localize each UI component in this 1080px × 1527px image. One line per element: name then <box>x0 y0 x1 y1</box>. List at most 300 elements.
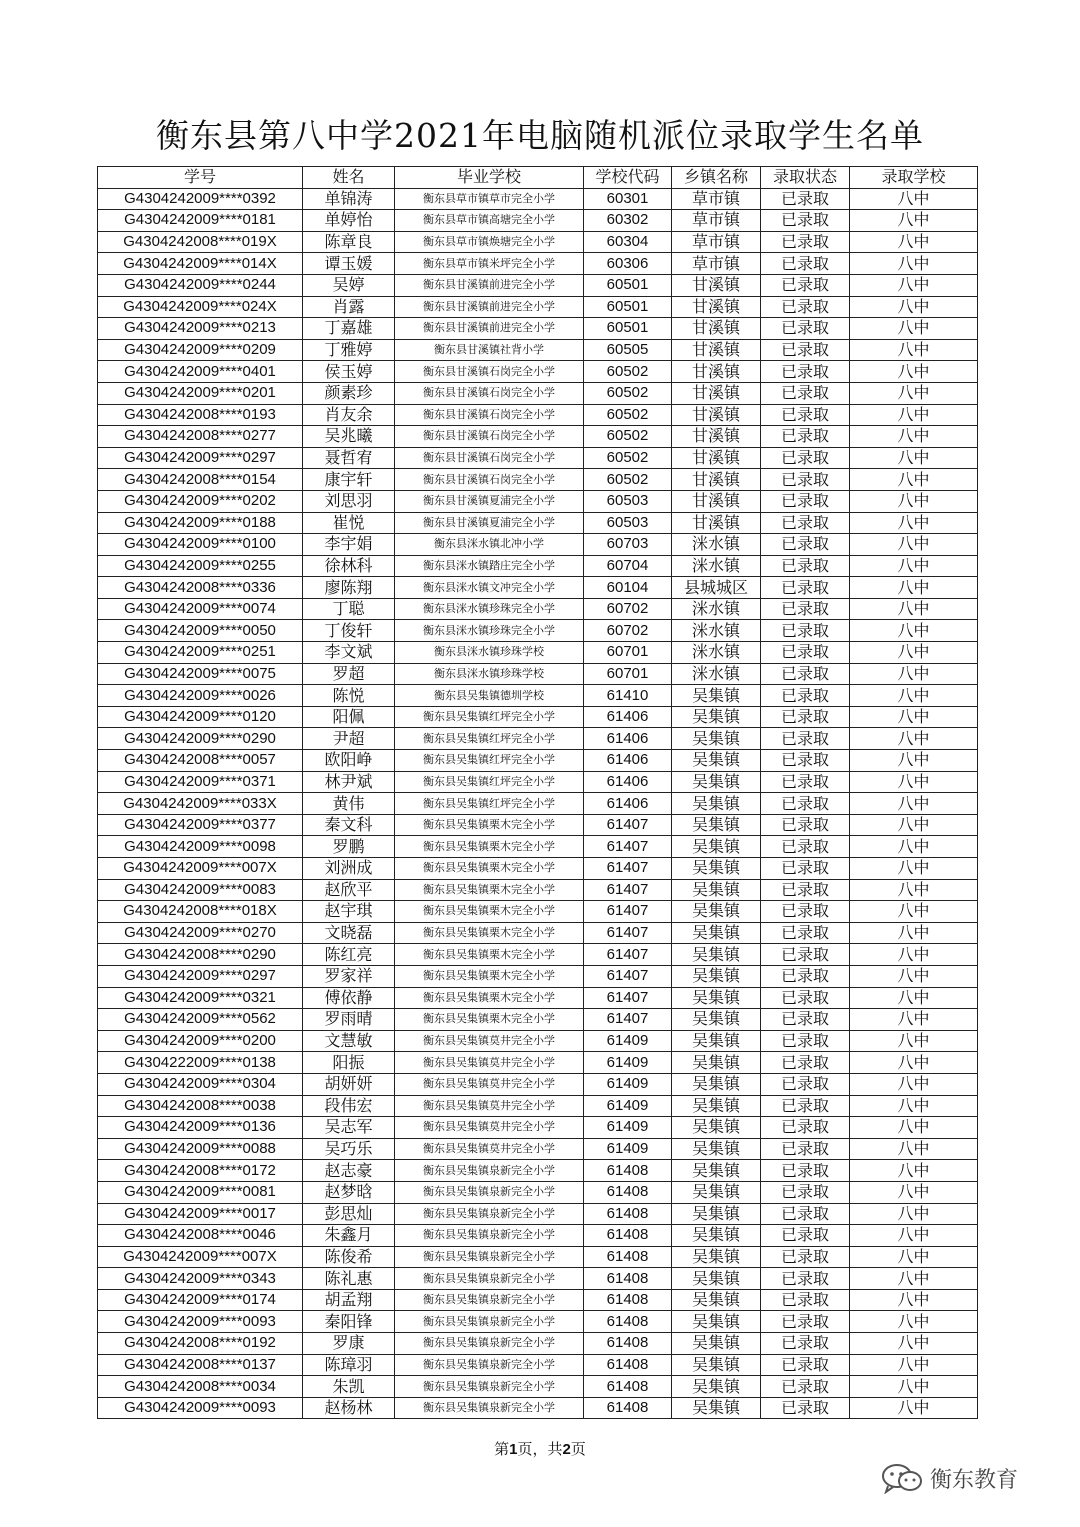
admitted-school-cell: 八中 <box>850 1333 978 1355</box>
watermark <box>880 1462 1018 1494</box>
table-row <box>98 555 978 577</box>
admitted-school-cell: 八中 <box>850 1225 978 1247</box>
student-name-cell: 朱鑫月 <box>303 1225 395 1247</box>
school-code-cell: 61406 <box>584 706 672 728</box>
student-name-cell: 丁俊轩 <box>303 620 395 642</box>
admission-status-cell: 已录取 <box>761 879 850 901</box>
student-id-cell: G4304242009****0377 <box>98 814 303 836</box>
admission-status-cell: 已录取 <box>761 793 850 815</box>
school-code-cell: 61408 <box>584 1397 672 1419</box>
student-name-cell: 陈俊希 <box>303 1246 395 1268</box>
table-row <box>98 642 978 664</box>
admission-status-cell: 已录取 <box>761 728 850 750</box>
school-code-cell: 61408 <box>584 1203 672 1225</box>
student-name-cell: 段伟宏 <box>303 1095 395 1117</box>
student-id-cell: G4304242009****033X <box>98 793 303 815</box>
graduated-school-cell: 衡东县吴集镇泉新完全小学 <box>395 1289 584 1311</box>
student-name-cell: 阳振 <box>303 1052 395 1074</box>
student-id-cell: G4304242009****0401 <box>98 361 303 383</box>
graduated-school-cell: 衡东县吴集镇栗木完全小学 <box>395 836 584 858</box>
graduated-school-cell: 衡东县吴集镇泉新完全小学 <box>395 1203 584 1225</box>
admitted-school-cell: 八中 <box>850 1397 978 1419</box>
school-code-cell: 60701 <box>584 642 672 664</box>
student-id-cell: G4304242009****007X <box>98 858 303 880</box>
student-name-cell: 徐林科 <box>303 555 395 577</box>
admission-status-cell: 已录取 <box>761 1268 850 1290</box>
admission-status-cell: 已录取 <box>761 1246 850 1268</box>
column-header: 毕业学校 <box>395 167 584 189</box>
school-code-cell: 61409 <box>584 1138 672 1160</box>
admission-status-cell: 已录取 <box>761 598 850 620</box>
admission-status-cell: 已录取 <box>761 318 850 340</box>
school-code-cell: 60104 <box>584 577 672 599</box>
table-row <box>98 318 978 340</box>
student-id-cell: G4304242008****0336 <box>98 577 303 599</box>
table-row <box>98 296 978 318</box>
graduated-school-cell: 衡东县吴集镇红坪完全小学 <box>395 750 584 772</box>
student-name-cell: 胡妍妍 <box>303 1073 395 1095</box>
graduated-school-cell: 衡东县吴集镇泉新完全小学 <box>395 1311 584 1333</box>
page-title: 衡东县第八中学2021年电脑随机派位录取学生名单 <box>156 116 924 155</box>
student-name-cell: 刘洲成 <box>303 858 395 880</box>
table-row <box>98 1397 978 1419</box>
graduated-school-cell: 衡东县吴集镇栗木完全小学 <box>395 901 584 923</box>
graduated-school-cell: 衡东县草市镇草市完全小学 <box>395 188 584 210</box>
township-cell: 草市镇 <box>672 253 761 275</box>
student-id-cell: G4304242009****0174 <box>98 1289 303 1311</box>
township-cell: 甘溪镇 <box>672 404 761 426</box>
table-row <box>98 512 978 534</box>
student-name-cell: 尹超 <box>303 728 395 750</box>
table-row <box>98 1311 978 1333</box>
student-id-cell: G4304242008****0137 <box>98 1354 303 1376</box>
student-id-cell: G4304242008****0057 <box>98 750 303 772</box>
student-name-cell: 林尹斌 <box>303 771 395 793</box>
township-cell: 甘溪镇 <box>672 426 761 448</box>
student-id-cell: G4304242009****0093 <box>98 1311 303 1333</box>
admitted-school-cell: 八中 <box>850 814 978 836</box>
school-code-cell: 61409 <box>584 1095 672 1117</box>
student-name-cell: 赵欣平 <box>303 879 395 901</box>
table-body <box>98 188 978 1419</box>
graduated-school-cell: 衡东县甘溪镇前进完全小学 <box>395 318 584 340</box>
student-id-cell: G4304242009****0017 <box>98 1203 303 1225</box>
admitted-school-cell: 八中 <box>850 685 978 707</box>
township-cell: 吴集镇 <box>672 771 761 793</box>
student-name-cell: 谭玉媛 <box>303 253 395 275</box>
admission-status-cell: 已录取 <box>761 1160 850 1182</box>
school-code-cell: 61408 <box>584 1268 672 1290</box>
student-id-cell: G4304242009****0213 <box>98 318 303 340</box>
graduated-school-cell: 衡东县吴集镇栗木完全小学 <box>395 879 584 901</box>
school-code-cell: 61408 <box>584 1333 672 1355</box>
school-code-cell: 60703 <box>584 534 672 556</box>
student-name-cell: 崔悦 <box>303 512 395 534</box>
admitted-school-cell: 八中 <box>850 188 978 210</box>
school-code-cell: 61407 <box>584 836 672 858</box>
township-cell: 吴集镇 <box>672 1203 761 1225</box>
graduated-school-cell: 衡东县草市镇米坪完全小学 <box>395 253 584 275</box>
table-row <box>98 750 978 772</box>
admission-status-cell: 已录取 <box>761 858 850 880</box>
admitted-school-cell: 八中 <box>850 490 978 512</box>
school-code-cell: 60501 <box>584 318 672 340</box>
township-cell: 甘溪镇 <box>672 490 761 512</box>
school-code-cell: 60503 <box>584 490 672 512</box>
student-id-cell: G4304242009****0255 <box>98 555 303 577</box>
student-name-cell: 阳佩 <box>303 706 395 728</box>
township-cell: 吴集镇 <box>672 750 761 772</box>
student-name-cell: 肖友余 <box>303 404 395 426</box>
student-name-cell: 陈红亮 <box>303 944 395 966</box>
admission-status-cell: 已录取 <box>761 577 850 599</box>
admitted-school-cell: 八中 <box>850 706 978 728</box>
township-cell: 甘溪镇 <box>672 361 761 383</box>
township-cell: 吴集镇 <box>672 1376 761 1398</box>
township-cell: 甘溪镇 <box>672 447 761 469</box>
township-cell: 吴集镇 <box>672 728 761 750</box>
table-row <box>98 1030 978 1052</box>
graduated-school-cell: 衡东县吴集镇红坪完全小学 <box>395 728 584 750</box>
table-row <box>98 1268 978 1290</box>
graduated-school-cell: 衡东县吴集镇德圳学校 <box>395 685 584 707</box>
township-cell: 草市镇 <box>672 188 761 210</box>
student-name-cell: 赵志豪 <box>303 1160 395 1182</box>
school-code-cell: 60304 <box>584 231 672 253</box>
admitted-school-cell: 八中 <box>850 1268 978 1290</box>
student-name-cell: 丁聪 <box>303 598 395 620</box>
table-row <box>98 1052 978 1074</box>
admission-status-cell: 已录取 <box>761 1117 850 1139</box>
student-id-cell: G4304242009****0188 <box>98 512 303 534</box>
table-row <box>98 685 978 707</box>
school-code-cell: 61407 <box>584 922 672 944</box>
student-name-cell: 单婷怡 <box>303 210 395 232</box>
admitted-school-cell: 八中 <box>850 750 978 772</box>
school-code-cell: 61409 <box>584 1030 672 1052</box>
admission-status-cell: 已录取 <box>761 706 850 728</box>
graduated-school-cell: 衡东县甘溪镇石岗完全小学 <box>395 447 584 469</box>
township-cell: 吴集镇 <box>672 814 761 836</box>
graduated-school-cell: 衡东县吴集镇泉新完全小学 <box>395 1333 584 1355</box>
school-code-cell: 61409 <box>584 1117 672 1139</box>
school-code-cell: 60502 <box>584 469 672 491</box>
table-row <box>98 922 978 944</box>
student-name-cell: 陈礼惠 <box>303 1268 395 1290</box>
graduated-school-cell: 衡东县甘溪镇石岗完全小学 <box>395 404 584 426</box>
admitted-school-cell: 八中 <box>850 663 978 685</box>
student-id-cell: G4304242009****0201 <box>98 382 303 404</box>
graduated-school-cell: 衡东县吴集镇泉新完全小学 <box>395 1354 584 1376</box>
student-name-cell: 罗超 <box>303 663 395 685</box>
student-name-cell: 罗鹏 <box>303 836 395 858</box>
admission-status-cell: 已录取 <box>761 188 850 210</box>
student-id-cell: G4304242008****0290 <box>98 944 303 966</box>
table-row <box>98 1009 978 1031</box>
admitted-school-cell: 八中 <box>850 771 978 793</box>
school-code-cell: 61409 <box>584 1073 672 1095</box>
table-row <box>98 1095 978 1117</box>
table-row <box>98 814 978 836</box>
student-name-cell: 秦阳锋 <box>303 1311 395 1333</box>
admitted-school-cell: 八中 <box>850 1030 978 1052</box>
student-id-cell: G4304242009****0098 <box>98 836 303 858</box>
school-code-cell: 61407 <box>584 987 672 1009</box>
township-cell: 吴集镇 <box>672 1117 761 1139</box>
admission-status-cell: 已录取 <box>761 1073 850 1095</box>
student-name-cell: 丁嘉雄 <box>303 318 395 340</box>
township-cell: 吴集镇 <box>672 706 761 728</box>
admission-status-cell: 已录取 <box>761 1225 850 1247</box>
township-cell: 吴集镇 <box>672 793 761 815</box>
graduated-school-cell: 衡东县洣水镇珍珠学校 <box>395 642 584 664</box>
table-row <box>98 188 978 210</box>
graduated-school-cell: 衡东县甘溪镇石岗完全小学 <box>395 361 584 383</box>
student-name-cell: 丁雅婷 <box>303 339 395 361</box>
student-name-cell: 赵宇琪 <box>303 901 395 923</box>
graduated-school-cell: 衡东县吴集镇栗木完全小学 <box>395 944 584 966</box>
student-id-cell: G4304242009****0026 <box>98 685 303 707</box>
school-code-cell: 61408 <box>584 1246 672 1268</box>
wechat-official-account-icon <box>880 1462 924 1494</box>
township-cell: 吴集镇 <box>672 1333 761 1355</box>
table-row <box>98 1225 978 1247</box>
graduated-school-cell: 衡东县吴集镇莫井完全小学 <box>395 1095 584 1117</box>
township-cell: 吴集镇 <box>672 1030 761 1052</box>
admitted-school-cell: 八中 <box>850 426 978 448</box>
admitted-school-cell: 八中 <box>850 1095 978 1117</box>
total-page-count: 2 <box>562 1441 571 1458</box>
admitted-school-cell: 八中 <box>850 728 978 750</box>
admitted-school-cell: 八中 <box>850 231 978 253</box>
school-code-cell: 61407 <box>584 944 672 966</box>
admission-status-cell: 已录取 <box>761 987 850 1009</box>
school-code-cell: 60502 <box>584 447 672 469</box>
student-id-cell: G4304242008****0277 <box>98 426 303 448</box>
student-id-cell: G4304242009****007X <box>98 1246 303 1268</box>
admission-status-cell: 已录取 <box>761 944 850 966</box>
table-row <box>98 274 978 296</box>
admitted-school-cell: 八中 <box>850 534 978 556</box>
admitted-school-cell: 八中 <box>850 1009 978 1031</box>
table-row <box>98 1289 978 1311</box>
table-row <box>98 858 978 880</box>
student-name-cell: 秦文科 <box>303 814 395 836</box>
township-cell: 甘溪镇 <box>672 382 761 404</box>
table-row <box>98 490 978 512</box>
township-cell: 吴集镇 <box>672 858 761 880</box>
student-id-cell: G4304242008****018X <box>98 901 303 923</box>
admission-status-cell: 已录取 <box>761 1052 850 1074</box>
student-name-cell: 侯玉婷 <box>303 361 395 383</box>
graduated-school-cell: 衡东县甘溪镇石岗完全小学 <box>395 469 584 491</box>
admission-status-cell: 已录取 <box>761 210 850 232</box>
column-header: 学校代码 <box>584 167 672 189</box>
school-code-cell: 61407 <box>584 879 672 901</box>
table-row <box>98 231 978 253</box>
graduated-school-cell: 衡东县吴集镇莫井完全小学 <box>395 1030 584 1052</box>
township-cell: 吴集镇 <box>672 879 761 901</box>
table-row <box>98 339 978 361</box>
admitted-school-cell: 八中 <box>850 253 978 275</box>
school-code-cell: 60505 <box>584 339 672 361</box>
student-id-cell: G4304242009****0083 <box>98 879 303 901</box>
admitted-school-cell: 八中 <box>850 793 978 815</box>
table-row <box>98 1354 978 1376</box>
student-name-cell: 文慧敏 <box>303 1030 395 1052</box>
admitted-school-cell: 八中 <box>850 1354 978 1376</box>
school-code-cell: 60301 <box>584 188 672 210</box>
school-code-cell: 61406 <box>584 750 672 772</box>
student-name-cell: 胡孟翔 <box>303 1289 395 1311</box>
admitted-school-cell: 八中 <box>850 642 978 664</box>
graduated-school-cell: 衡东县洣水镇文冲完全小学 <box>395 577 584 599</box>
school-code-cell: 61406 <box>584 771 672 793</box>
township-cell: 甘溪镇 <box>672 512 761 534</box>
graduated-school-cell: 衡东县甘溪镇社背小学 <box>395 339 584 361</box>
student-name-cell: 彭思灿 <box>303 1203 395 1225</box>
township-cell: 洣水镇 <box>672 620 761 642</box>
table-row <box>98 836 978 858</box>
table-row <box>98 426 978 448</box>
table-row <box>98 793 978 815</box>
township-cell: 吴集镇 <box>672 987 761 1009</box>
table-row <box>98 728 978 750</box>
graduated-school-cell: 衡东县洣水镇珍珠完全小学 <box>395 620 584 642</box>
admission-status-cell: 已录取 <box>761 274 850 296</box>
admitted-school-cell: 八中 <box>850 447 978 469</box>
admission-status-cell: 已录取 <box>761 404 850 426</box>
student-name-cell: 陈章良 <box>303 231 395 253</box>
student-id-cell: G4304242009****0050 <box>98 620 303 642</box>
page-footer <box>0 1438 1080 1459</box>
admission-status-cell: 已录取 <box>761 685 850 707</box>
table-row <box>98 447 978 469</box>
admitted-school-cell: 八中 <box>850 1181 978 1203</box>
admitted-school-cell: 八中 <box>850 1246 978 1268</box>
table-row <box>98 965 978 987</box>
graduated-school-cell: 衡东县甘溪镇石岗完全小学 <box>395 426 584 448</box>
township-cell: 甘溪镇 <box>672 469 761 491</box>
student-id-cell: G4304242009****0209 <box>98 339 303 361</box>
admission-status-cell: 已录取 <box>761 1203 850 1225</box>
admitted-school-cell: 八中 <box>850 339 978 361</box>
admission-status-cell: 已录取 <box>761 1354 850 1376</box>
table-row <box>98 1160 978 1182</box>
school-code-cell: 61408 <box>584 1160 672 1182</box>
footer-text: 页，共 <box>517 1440 563 1458</box>
admitted-school-cell: 八中 <box>850 1138 978 1160</box>
table-row <box>98 534 978 556</box>
admitted-school-cell: 八中 <box>850 318 978 340</box>
table-row <box>98 1138 978 1160</box>
admitted-school-cell: 八中 <box>850 555 978 577</box>
township-cell: 吴集镇 <box>672 944 761 966</box>
graduated-school-cell: 衡东县洣水镇踏庄完全小学 <box>395 555 584 577</box>
student-id-cell: G4304242009****0075 <box>98 663 303 685</box>
admitted-school-cell: 八中 <box>850 210 978 232</box>
township-cell: 吴集镇 <box>672 685 761 707</box>
student-id-cell: G4304242008****0046 <box>98 1225 303 1247</box>
table-row <box>98 706 978 728</box>
student-id-cell: G4304242009****0562 <box>98 1009 303 1031</box>
student-name-cell: 廖陈翔 <box>303 577 395 599</box>
student-name-cell: 赵杨林 <box>303 1397 395 1419</box>
school-code-cell: 60503 <box>584 512 672 534</box>
student-name-cell: 黄伟 <box>303 793 395 815</box>
graduated-school-cell: 衡东县吴集镇栗木完全小学 <box>395 965 584 987</box>
township-cell: 洣水镇 <box>672 534 761 556</box>
admission-status-cell: 已录取 <box>761 771 850 793</box>
school-code-cell: 60502 <box>584 361 672 383</box>
student-id-cell: G4304242008****0172 <box>98 1160 303 1182</box>
admission-status-cell: 已录取 <box>761 1333 850 1355</box>
student-id-cell: G4304242009****024X <box>98 296 303 318</box>
graduated-school-cell: 衡东县吴集镇泉新完全小学 <box>395 1160 584 1182</box>
table-row <box>98 598 978 620</box>
table-row <box>98 1376 978 1398</box>
graduated-school-cell: 衡东县吴集镇栗木完全小学 <box>395 1009 584 1031</box>
watermark-text: 衡东教育 <box>930 1467 1019 1493</box>
admission-status-cell: 已录取 <box>761 555 850 577</box>
graduated-school-cell: 衡东县甘溪镇前进完全小学 <box>395 274 584 296</box>
admitted-school-cell: 八中 <box>850 577 978 599</box>
student-id-cell: G4304242009****0100 <box>98 534 303 556</box>
current-page-number: 1 <box>509 1441 518 1458</box>
graduated-school-cell: 衡东县吴集镇栗木完全小学 <box>395 814 584 836</box>
student-id-cell: G4304242009****0251 <box>98 642 303 664</box>
admission-status-cell: 已录取 <box>761 901 850 923</box>
graduated-school-cell: 衡东县吴集镇泉新完全小学 <box>395 1246 584 1268</box>
student-name-cell: 傅依静 <box>303 987 395 1009</box>
admitted-school-cell: 八中 <box>850 361 978 383</box>
admission-status-cell: 已录取 <box>761 426 850 448</box>
school-code-cell: 61407 <box>584 901 672 923</box>
admitted-school-cell: 八中 <box>850 1073 978 1095</box>
admitted-school-cell: 八中 <box>850 598 978 620</box>
admission-status-cell: 已录取 <box>761 339 850 361</box>
school-code-cell: 60501 <box>584 296 672 318</box>
column-header: 录取状态 <box>761 167 850 189</box>
township-cell: 吴集镇 <box>672 1289 761 1311</box>
admission-status-cell: 已录取 <box>761 922 850 944</box>
admitted-school-cell: 八中 <box>850 879 978 901</box>
graduated-school-cell: 衡东县吴集镇栗木完全小学 <box>395 987 584 1009</box>
township-cell: 吴集镇 <box>672 836 761 858</box>
school-code-cell: 61406 <box>584 728 672 750</box>
township-cell: 吴集镇 <box>672 1354 761 1376</box>
admitted-school-cell: 八中 <box>850 1376 978 1398</box>
graduated-school-cell: 衡东县洣水镇珍珠学校 <box>395 663 584 685</box>
student-id-cell: G4304242009****0074 <box>98 598 303 620</box>
admitted-school-cell: 八中 <box>850 274 978 296</box>
graduated-school-cell: 衡东县甘溪镇夏浦完全小学 <box>395 512 584 534</box>
admission-status-cell: 已录取 <box>761 620 850 642</box>
township-cell: 吴集镇 <box>672 1009 761 1031</box>
township-cell: 县城城区 <box>672 577 761 599</box>
township-cell: 草市镇 <box>672 231 761 253</box>
graduated-school-cell: 衡东县甘溪镇石岗完全小学 <box>395 382 584 404</box>
graduated-school-cell: 衡东县吴集镇莫井完全小学 <box>395 1138 584 1160</box>
table-row <box>98 771 978 793</box>
student-id-cell: G4304242009****0371 <box>98 771 303 793</box>
school-code-cell: 61408 <box>584 1354 672 1376</box>
school-code-cell: 60501 <box>584 274 672 296</box>
graduated-school-cell: 衡东县甘溪镇夏浦完全小学 <box>395 490 584 512</box>
table-row <box>98 1073 978 1095</box>
column-header: 乡镇名称 <box>672 167 761 189</box>
township-cell: 洣水镇 <box>672 642 761 664</box>
